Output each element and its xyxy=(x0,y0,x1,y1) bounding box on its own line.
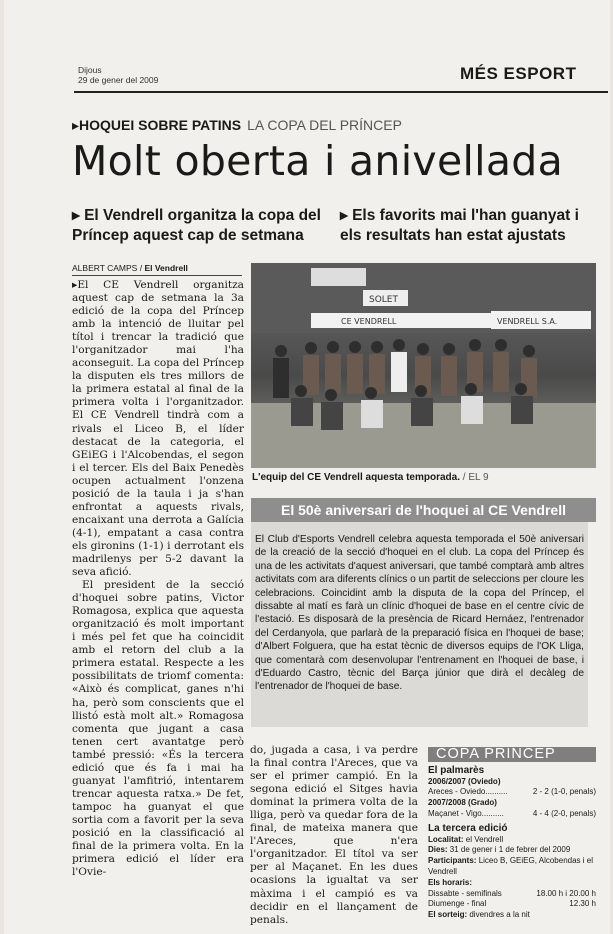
article-column-2: do, jugada a casa, i va perdre la final contra l'Areces, que va ser el primer campió. En la segona edició el Sitges havia dominat la primera volta de la lliga, però va quedar fora de la final, de mateixa manera que l'Areces, que n'era l'organitzador. El títol va ser per al Maçanet. En les dues ocasions la igualtat va ser màxima i el campió es va decidir en el llançament de penals. xyxy=(250,744,418,926)
subhead-2: ▸ Els favorits mai l'han guanyat i els resultats han estat ajustats xyxy=(340,207,579,244)
arrow-icon: ▸ xyxy=(72,117,80,133)
result-row: Areces - Oviedo.......... 2 - 2 (1-0, penals) xyxy=(428,787,596,797)
svg-text:SOLET: SOLET xyxy=(369,295,398,305)
palmares-heading: El palmarès xyxy=(428,764,485,776)
sidebar-title: El 50è aniversari de l'hoquei al CE Vendrell xyxy=(251,498,596,522)
location: Localitat: el Vendrell xyxy=(428,834,504,844)
paragraph: El president de la secció d'hoquei sobre patins, Victor Romagosa, explica que aquesta organització és molt important i més pel fet que ha coincidit amb el retorn del club a la primera estatal. Respecte a les possibilitats de triomf comenta: «Això és complicat, ganes n'hi ha, però som conscients que el llistó està molt alt.» Romagosa comenta que jugant a casa tenen cert avantatge però també pressió: «És la tercera edició que és fa i mai ha guanyat l'amfitrió, intentarem trencar aquesta ratxa.» De fet, tampoc ha guanyat el que sortia com a favorit per la seva posició en la classificació al final de la primera volta. En la primera edició el líder era l'Ovie- xyxy=(72,579,244,879)
arrow-icon: ▸ xyxy=(72,279,78,291)
issue-date: Dijous 29 de gener del 2009 xyxy=(78,65,159,85)
kicker xyxy=(72,117,402,134)
kicker-sub: LA COPA DEL PRÍNCEP xyxy=(247,117,402,133)
edition-label: 2007/2008 (Grado) xyxy=(428,798,497,808)
copa-info-box xyxy=(428,747,596,921)
section-title: MÉS ESPORT xyxy=(460,64,577,83)
article-column-1 xyxy=(72,279,244,879)
byline: ALBERT CAMPS / El Vendrell xyxy=(72,263,242,276)
svg-text:CE VENDRELL: CE VENDRELL xyxy=(341,317,397,326)
schedule-row: Dissabte - semifinals 18.00 h i 20.00 h xyxy=(428,888,596,898)
subhead-1: ▸ El Vendrell organitza la copa del Príncep aquest cap de setmana xyxy=(72,207,321,244)
paragraph: ▸El CE Vendrell organitza aquest cap de setmana la 3a edició de la copa del Príncep amb la intenció de lluitar pel títol i trencar la tradició que l'organitzador mai l'ha aconseguit. La copa del Príncep la disputen els tres millors de la primera estatal al final de la primera volta i l'organitzador. El CE Vendrell tindrà com a rivals el Liceo B, el líder destacat de la categoria, el GEiEG i l'Alcobendas, el segon i el tercer. Els del Baix Penedès ocupen actualment l'onzena posició de la taula i ja s'han enfrontat a aquests rivals, encaixant una derrota a Galícia (4-1), empatant a casa contra els gironins (1-1) i derrotant els madrilenys per 5-2 davant la seva afició. xyxy=(72,279,244,579)
photo-caption: L'equip del CE Vendrell aquesta temporada. / EL 9 xyxy=(252,472,489,483)
draw: El sorteig: divendres a la nit xyxy=(428,910,530,920)
dates: Dies: 31 de gener i 1 de febrer del 2009 xyxy=(428,845,571,855)
photo-credit: / EL 9 xyxy=(462,472,489,483)
headline: Molt oberta i anivellada xyxy=(72,137,564,185)
participants: Participants: Liceo B, GEiEG, Alcobendas i el Vendrell xyxy=(428,856,593,876)
result-row: Maçanet - Vigo.......... 4 - 4 (2-0, penals) xyxy=(428,808,596,818)
arrow-icon: ▸ xyxy=(72,207,85,224)
team-photo xyxy=(251,263,596,468)
svg-text:VENDRELL S.A.: VENDRELL S.A. xyxy=(497,317,558,326)
kicker-topic: HOQUEI SOBRE PATINS xyxy=(79,117,242,133)
schedule-row: Diumenge - final 12.30 h xyxy=(428,899,596,909)
edition-label: 2006/2007 (Oviedo) xyxy=(428,776,501,786)
header-rule xyxy=(74,91,608,93)
schedule-label: Els horaris: xyxy=(428,877,473,887)
copa-title: COPA PRINCEP xyxy=(428,747,596,762)
sidebar-text: El Club d'Esports Vendrell celebra aquesta temporada el 50è aniversari de la creació de la secció d'hoquei en el club. La copa del Príncep és una de les activitats d'aquest aniversari, que també comptarà amb altres activitats com ara diferents clínics o un partit de seleccions per cloure les celebracions. Coincidint amb la disputa de la copa del Príncep, el dissabte al matí es farà un clínic d'hoquei de base en el centre cívic de l'estació. Es disposarà de la presència de Ricard Hernáez, l'entrenador del Cerdanyola, que parlarà de la preparació física en l'hoquei de base; d'Albert Folguera, que ha estat tècnic de diversos equips de l'OK Lliga, que comentarà com desenvolupar l'entrenament en l'hoquei de base, i d'Eduardo Castro, tècnic del Barça júnior que dirà el decàleg de l'entrenador de l'hoquei de base. xyxy=(251,522,588,727)
arrow-icon: ▸ xyxy=(340,207,353,224)
edition-heading: La tercera edició xyxy=(428,822,508,834)
